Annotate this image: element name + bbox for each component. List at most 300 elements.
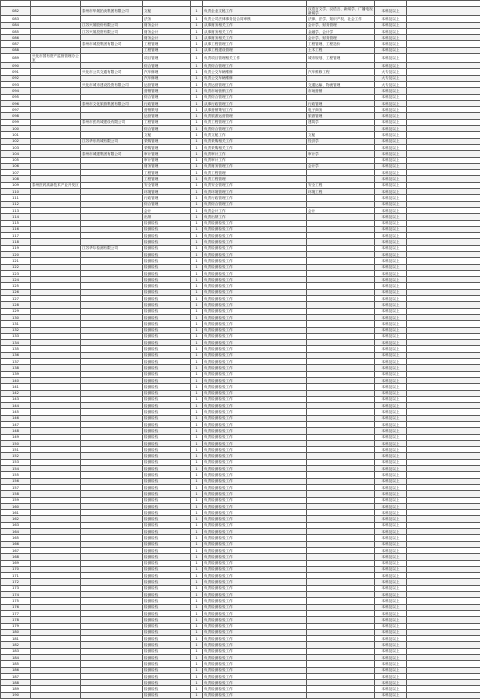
count-cell: 1 xyxy=(191,541,203,547)
education-cell: 本科及以上 xyxy=(375,377,407,383)
row-number: 190 xyxy=(1,692,31,698)
count-cell: 1 xyxy=(191,459,203,465)
duty-cell: 负责检测检验工作 xyxy=(203,220,307,226)
count-cell: 1 xyxy=(191,428,203,434)
row-number: 105 xyxy=(1,157,31,163)
row-number: 086 xyxy=(1,35,31,41)
duty-cell: 负责检测检验工作 xyxy=(203,585,307,591)
post-cell: 检测检验 xyxy=(143,573,191,579)
duty-cell: 负责检测检验工作 xyxy=(203,409,307,415)
education-cell: 大专及以上 xyxy=(375,69,407,75)
education-cell: 本科及以上 xyxy=(375,107,407,113)
major-cell: 安全工程 xyxy=(307,182,375,188)
major-cell: 汉语言文学、汉语言、新闻学、广播电视新闻学 xyxy=(307,7,375,16)
row-number: 153 xyxy=(1,459,31,465)
row-number: 185 xyxy=(1,661,31,667)
post-cell: 综合管理 xyxy=(143,63,191,69)
row-number: 157 xyxy=(1,484,31,490)
post-cell: 检测检验 xyxy=(143,661,191,667)
education-cell: 本科及以上 xyxy=(375,189,407,195)
education-cell: 本科及以上 xyxy=(375,472,407,478)
education-cell: 本科及以上 xyxy=(375,560,407,566)
post-cell: 检测检验 xyxy=(143,541,191,547)
post-cell: 检测检验 xyxy=(143,623,191,629)
education-cell: 大专及以上 xyxy=(375,81,407,87)
count-cell: 1 xyxy=(191,535,203,541)
education-cell: 本科及以上 xyxy=(375,585,407,591)
count-cell: 1 xyxy=(191,126,203,132)
row-number: 144 xyxy=(1,403,31,409)
duty-cell: 负责检测检验工作 xyxy=(203,302,307,308)
count-cell: 1 xyxy=(191,403,203,409)
count-cell: 1 xyxy=(191,466,203,472)
education-cell: 本科及以上 xyxy=(375,321,407,327)
post-cell: 汽车修理 xyxy=(143,75,191,81)
count-cell: 1 xyxy=(191,107,203,113)
row-number: 160 xyxy=(1,503,31,509)
duty-cell: 负责检测检验工作 xyxy=(203,226,307,232)
education-cell: 本科及以上 xyxy=(375,289,407,295)
education-cell: 本科及以上 xyxy=(375,547,407,553)
post-cell: 运营管理 xyxy=(143,81,191,87)
row-number: 189 xyxy=(1,686,31,692)
duty-cell: 负责检测检验工作 xyxy=(203,390,307,396)
post-cell: 检测检验 xyxy=(143,503,191,509)
count-cell: 1 xyxy=(191,251,203,257)
post-cell: 检测检验 xyxy=(143,409,191,415)
row-number: 183 xyxy=(1,648,31,654)
post-cell: 检测检验 xyxy=(143,340,191,346)
post-cell: 检测检验 xyxy=(143,560,191,566)
duty-cell: 负责检测检验工作 xyxy=(203,516,307,522)
post-cell: 检测检验 xyxy=(143,296,191,302)
table-row xyxy=(1,7,480,16)
row-number: 128 xyxy=(1,302,31,308)
duty-cell: 负责检测检验工作 xyxy=(203,472,307,478)
post-cell: 安全管理 xyxy=(143,182,191,188)
row-number: 098 xyxy=(1,113,31,119)
row-number: 121 xyxy=(1,258,31,264)
row-number: 167 xyxy=(1,547,31,553)
duty-cell: 负责检测检验工作 xyxy=(203,573,307,579)
education-cell: 本科及以上 xyxy=(375,604,407,610)
row-number: 171 xyxy=(1,573,31,579)
education-cell: 本科及以上 xyxy=(375,182,407,188)
major-cell: 汽车维修工程 xyxy=(307,69,375,75)
row-number: 174 xyxy=(1,592,31,598)
duty-cell: 负责检测检验工作 xyxy=(203,503,307,509)
post-cell: 检测检验 xyxy=(143,239,191,245)
post-cell: 综合管理 xyxy=(143,201,191,207)
education-cell: 本科及以上 xyxy=(375,434,407,440)
row-number: 173 xyxy=(1,585,31,591)
education-cell: 本科及以上 xyxy=(375,403,407,409)
duty-cell: 从事工程管理工作 xyxy=(203,41,307,47)
major-cell: 环境工程 xyxy=(307,189,375,195)
count-cell: 1 xyxy=(191,598,203,604)
row-number: 175 xyxy=(1,598,31,604)
count-cell: 1 xyxy=(191,41,203,47)
post-cell: 财务会计 xyxy=(143,35,191,41)
duty-cell: 负责综合管理工作 xyxy=(203,94,307,100)
major-cell: 交通运输、物流管理 xyxy=(307,81,375,87)
count-cell: 1 xyxy=(191,592,203,598)
post-cell: 检测检验 xyxy=(143,264,191,270)
education-cell: 本科及以上 xyxy=(375,352,407,358)
post-cell: 环境管理 xyxy=(143,189,191,195)
education-cell: 本科及以上 xyxy=(375,396,407,402)
education-cell: 本科及以上 xyxy=(375,308,407,314)
duty-cell: 负责检测检验工作 xyxy=(203,510,307,516)
post-cell: 检测检验 xyxy=(143,629,191,635)
post-cell: 检测检验 xyxy=(143,453,191,459)
row-number: 176 xyxy=(1,604,31,610)
education-cell: 本科及以上 xyxy=(375,422,407,428)
education-cell: 本科及以上 xyxy=(375,151,407,157)
education-cell: 本科及以上 xyxy=(375,535,407,541)
row-number: 088 xyxy=(1,47,31,53)
count-cell: 1 xyxy=(191,522,203,528)
count-cell: 1 xyxy=(191,472,203,478)
row-number: 188 xyxy=(1,680,31,686)
row-number: 091 xyxy=(1,69,31,75)
post-cell: 检测检验 xyxy=(143,440,191,446)
major-cell xyxy=(307,692,375,698)
count-cell: 1 xyxy=(191,327,203,333)
count-cell: 1 xyxy=(191,151,203,157)
post-cell: 检测检验 xyxy=(143,333,191,339)
education-cell: 本科及以上 xyxy=(375,314,407,320)
education-cell: 本科及以上 xyxy=(375,163,407,169)
row-number: 099 xyxy=(1,119,31,125)
education-cell: 本科及以上 xyxy=(375,226,407,232)
count-cell: 1 xyxy=(191,503,203,509)
count-cell: 1 xyxy=(191,296,203,302)
unit-cell: 泰州市城建集团有限公司 xyxy=(81,151,143,157)
post-cell: 检测检验 xyxy=(143,667,191,673)
duty-cell: 负责检测检验工作 xyxy=(203,434,307,440)
education-cell: 本科及以上 xyxy=(375,459,407,465)
duty-cell: 负责检测检验工作 xyxy=(203,283,307,289)
count-cell: 1 xyxy=(191,447,203,453)
education-cell: 大专及以上 xyxy=(375,75,407,81)
education-cell: 本科及以上 xyxy=(375,503,407,509)
duty-cell: 负责检测检验工作 xyxy=(203,314,307,320)
post-cell: 检测检验 xyxy=(143,384,191,390)
row-number: 147 xyxy=(1,422,31,428)
duty-cell: 负责采购相关工作 xyxy=(203,144,307,150)
major-cell: 市场营销 xyxy=(307,88,375,94)
row-number: 083 xyxy=(1,16,31,22)
education-cell: 本科及以上 xyxy=(375,636,407,642)
duty-cell: 负责工程管理 xyxy=(203,170,307,176)
major-cell: 土木工程 xyxy=(307,47,375,53)
row-number: 139 xyxy=(1,371,31,377)
education-cell: 本科及以上 xyxy=(375,365,407,371)
duty-cell: 负责检测检验工作 xyxy=(203,289,307,295)
row-number: 107 xyxy=(1,170,31,176)
row-number: 115 xyxy=(1,220,31,226)
count-cell: 1 xyxy=(191,516,203,522)
post-cell: 检测检验 xyxy=(143,636,191,642)
count-cell: 1 xyxy=(191,144,203,150)
row-number: 117 xyxy=(1,233,31,239)
row-number: 165 xyxy=(1,535,31,541)
duty-cell: 负责项目管理相关工作 xyxy=(203,54,307,63)
count-cell: 1 xyxy=(191,333,203,339)
duty-cell: 负责检测检验工作 xyxy=(203,617,307,623)
post-cell: 检测检验 xyxy=(143,516,191,522)
post-cell: 检测检验 xyxy=(143,554,191,560)
count-cell: 1 xyxy=(191,138,203,144)
post-cell: 营销策划 xyxy=(143,107,191,113)
duty-cell: 负责检测检验工作 xyxy=(203,636,307,642)
duty-cell: 负责检测检验工作 xyxy=(203,459,307,465)
post-cell: 文秘 xyxy=(143,132,191,138)
row-number: 131 xyxy=(1,321,31,327)
major-cell: 文秘 xyxy=(307,132,375,138)
post-cell: 审计管理 xyxy=(143,151,191,157)
row-number: 114 xyxy=(1,214,31,220)
count-cell: 1 xyxy=(191,547,203,553)
unit-cell xyxy=(81,692,143,698)
count-cell: 1 xyxy=(191,214,203,220)
duty-cell: 负责检测检验工作 xyxy=(203,642,307,648)
duty-cell: 负责检测检验工作 xyxy=(203,592,307,598)
unit-cell: 兴化市公共交通有限公司 xyxy=(81,69,143,75)
count-cell: 1 xyxy=(191,384,203,390)
count-cell: 1 xyxy=(191,434,203,440)
count-cell: 1 xyxy=(191,510,203,516)
other-requirements-cell xyxy=(407,7,480,16)
post-cell: 工程管理 xyxy=(143,47,191,53)
count-cell: 1 xyxy=(191,233,203,239)
duty-cell: 负责检测检验工作 xyxy=(203,560,307,566)
row-number: 089 xyxy=(1,54,31,63)
post-cell: 检测检验 xyxy=(143,365,191,371)
duty-cell: 负责公交车辆维修 xyxy=(203,69,307,75)
post-cell: 运营管理 xyxy=(143,113,191,119)
row-number: 082 xyxy=(1,7,31,16)
major-cell: 城市规划、工程管理 xyxy=(307,54,375,63)
duty-cell: 负责环境管理工作 xyxy=(203,189,307,195)
department-cell xyxy=(31,692,81,698)
post-cell: 检测检验 xyxy=(143,648,191,654)
count-cell: 1 xyxy=(191,113,203,119)
post-cell: 检测检验 xyxy=(143,472,191,478)
post-cell: 检测检验 xyxy=(143,491,191,497)
row-number: 148 xyxy=(1,428,31,434)
count-cell: 1 xyxy=(191,377,203,383)
duty-cell: 从事财务相关工作 xyxy=(203,22,307,28)
education-cell: 本科及以上 xyxy=(375,22,407,28)
table-body xyxy=(1,1,480,699)
row-number: 113 xyxy=(1,207,31,213)
row-number: 162 xyxy=(1,516,31,522)
education-cell: 本科及以上 xyxy=(375,333,407,339)
row-number: 120 xyxy=(1,251,31,257)
duty-cell: 从事财务相关工作 xyxy=(203,35,307,41)
duty-cell: 从事工程建设管理 xyxy=(203,47,307,53)
post-cell: 检测检验 xyxy=(143,403,191,409)
post-cell: 法务 xyxy=(143,16,191,22)
major-cell: 法律、法学、知识产权、社会工作 xyxy=(307,16,375,22)
education-cell: 本科及以上 xyxy=(375,47,407,53)
education-cell: 本科及以上 xyxy=(375,592,407,598)
count-cell: 1 xyxy=(191,239,203,245)
row-number: 180 xyxy=(1,629,31,635)
education-cell: 本科及以上 xyxy=(375,478,407,484)
row-number: 087 xyxy=(1,41,31,47)
education-cell: 本科及以上 xyxy=(375,138,407,144)
education-cell: 本科及以上 xyxy=(375,359,407,365)
row-number: 169 xyxy=(1,560,31,566)
duty-cell: 负责检测检验工作 xyxy=(203,359,307,365)
post-cell: 财务管理 xyxy=(143,163,191,169)
row-number: 149 xyxy=(1,434,31,440)
duty-cell: 负责检测检验工作 xyxy=(203,661,307,667)
unit-cell: 江苏兴晟股份有限公司 xyxy=(81,22,143,28)
duty-cell: 负责检测检验工作 xyxy=(203,566,307,572)
duty-cell: 负责检测检验工作 xyxy=(203,541,307,547)
row-number: 133 xyxy=(1,333,31,339)
count-cell: 1 xyxy=(191,28,203,34)
row-number: 184 xyxy=(1,654,31,660)
post-cell: 检测检验 xyxy=(143,579,191,585)
post-cell: 检测检验 xyxy=(143,680,191,686)
count-cell: 1 xyxy=(191,554,203,560)
education-cell: 本科及以上 xyxy=(375,28,407,34)
education-cell: 本科及以上 xyxy=(375,491,407,497)
education-cell: 本科及以上 xyxy=(375,7,407,16)
education-cell: 本科及以上 xyxy=(375,340,407,346)
major-cell: 金融学、会计学 xyxy=(307,28,375,34)
post-cell: 检测检验 xyxy=(143,466,191,472)
count-cell: 1 xyxy=(191,585,203,591)
row-number: 142 xyxy=(1,390,31,396)
duty-cell: 负责检测检验工作 xyxy=(203,440,307,446)
count-cell: 1 xyxy=(191,100,203,106)
row-number: 085 xyxy=(1,28,31,34)
row-number: 177 xyxy=(1,610,31,616)
education-cell: 本科及以上 xyxy=(375,63,407,69)
count-cell: 1 xyxy=(191,340,203,346)
post-cell: 检测检验 xyxy=(143,371,191,377)
duty-cell: 负责文秘工作 xyxy=(203,132,307,138)
duty-cell: 负责检测检验工作 xyxy=(203,296,307,302)
row-number: 116 xyxy=(1,226,31,232)
count-cell: 1 xyxy=(191,667,203,673)
post-cell: 工程管理 xyxy=(143,119,191,125)
duty-cell: 负责旅游运营管理 xyxy=(203,113,307,119)
education-cell: 本科及以上 xyxy=(375,119,407,125)
duty-cell: 从事行政管理工作 xyxy=(203,100,307,106)
row-number: 129 xyxy=(1,308,31,314)
post-cell: 审计管理 xyxy=(143,157,191,163)
post-cell: 检测检验 xyxy=(143,314,191,320)
row-number: 090 xyxy=(1,63,31,69)
duty-cell: 负责审计工作 xyxy=(203,157,307,163)
duty-cell: 负责检测检验工作 xyxy=(203,554,307,560)
count-cell: 1 xyxy=(191,491,203,497)
education-cell: 本科及以上 xyxy=(375,35,407,41)
count-cell: 1 xyxy=(191,654,203,660)
unit-cell xyxy=(81,54,143,63)
duty-cell: 从事财务相关工作 xyxy=(203,28,307,34)
count-cell: 1 xyxy=(191,35,203,41)
count-cell: 1 xyxy=(191,390,203,396)
post-cell: 检测检验 xyxy=(143,686,191,692)
row-number: 108 xyxy=(1,176,31,182)
post-cell: 文秘 xyxy=(143,7,191,16)
count-cell: 1 xyxy=(191,182,203,188)
unit-cell: 泰州市华晟拍卖集团有限公司 xyxy=(81,7,143,16)
education-cell: 本科及以上 xyxy=(375,440,407,446)
row-number: 168 xyxy=(1,554,31,560)
duty-cell: 负责检测检验工作 xyxy=(203,327,307,333)
education-cell: 本科及以上 xyxy=(375,100,407,106)
duty-cell: 负责检测检验工作 xyxy=(203,529,307,535)
major-cell: 会计学、财务管理 xyxy=(307,35,375,41)
row-number: 151 xyxy=(1,447,31,453)
row-number: 146 xyxy=(1,415,31,421)
count-cell: 1 xyxy=(191,371,203,377)
count-cell: 1 xyxy=(191,277,203,283)
education-cell: 本科及以上 xyxy=(375,453,407,459)
duty-cell: 负责公交车辆维修 xyxy=(203,75,307,81)
post-cell: 检测检验 xyxy=(143,547,191,553)
major-cell: 审计学 xyxy=(307,151,375,157)
post-cell: 检测检验 xyxy=(143,422,191,428)
education-cell: 本科及以上 xyxy=(375,648,407,654)
post-cell: 检测检验 xyxy=(143,390,191,396)
duty-cell: 负责检测检验工作 xyxy=(203,629,307,635)
row-number: 097 xyxy=(1,107,31,113)
education-cell: 本科及以上 xyxy=(375,94,407,100)
post-cell: 财务会计 xyxy=(143,28,191,34)
row-number: 096 xyxy=(1,100,31,106)
row-number: 152 xyxy=(1,453,31,459)
duty-cell: 负责检测检验工作 xyxy=(203,447,307,453)
major-cell: 会计学 xyxy=(307,163,375,169)
row-number: 150 xyxy=(1,440,31,446)
post-cell: 工程管理 xyxy=(143,41,191,47)
post-cell: 检测检验 xyxy=(143,535,191,541)
table-row xyxy=(1,692,480,698)
education-cell: 本科及以上 xyxy=(375,680,407,686)
duty-cell: 负责检测检验工作 xyxy=(203,340,307,346)
education-cell: 本科及以上 xyxy=(375,529,407,535)
duty-cell: 负责检测检验工作 xyxy=(203,384,307,390)
count-cell: 1 xyxy=(191,258,203,264)
duty-cell: 负责综合管理工作 xyxy=(203,63,307,69)
row-number: 166 xyxy=(1,541,31,547)
education-cell: 本科及以上 xyxy=(375,541,407,547)
row-number: 104 xyxy=(1,151,31,157)
count-cell: 1 xyxy=(191,648,203,654)
count-cell: 1 xyxy=(191,497,203,503)
duty-cell: 负责检测检验工作 xyxy=(203,598,307,604)
duty-cell: 负责检测检验工作 xyxy=(203,365,307,371)
count-cell: 1 xyxy=(191,176,203,182)
post-cell: 出纳 xyxy=(143,214,191,220)
education-cell: 本科及以上 xyxy=(375,251,407,257)
post-cell: 检测检验 xyxy=(143,226,191,232)
duty-cell: 负责检测检验工作 xyxy=(203,579,307,585)
education-cell: 本科及以上 xyxy=(375,88,407,94)
education-cell: 本科及以上 xyxy=(375,195,407,201)
duty-cell: 负责市场营销工作 xyxy=(203,88,307,94)
